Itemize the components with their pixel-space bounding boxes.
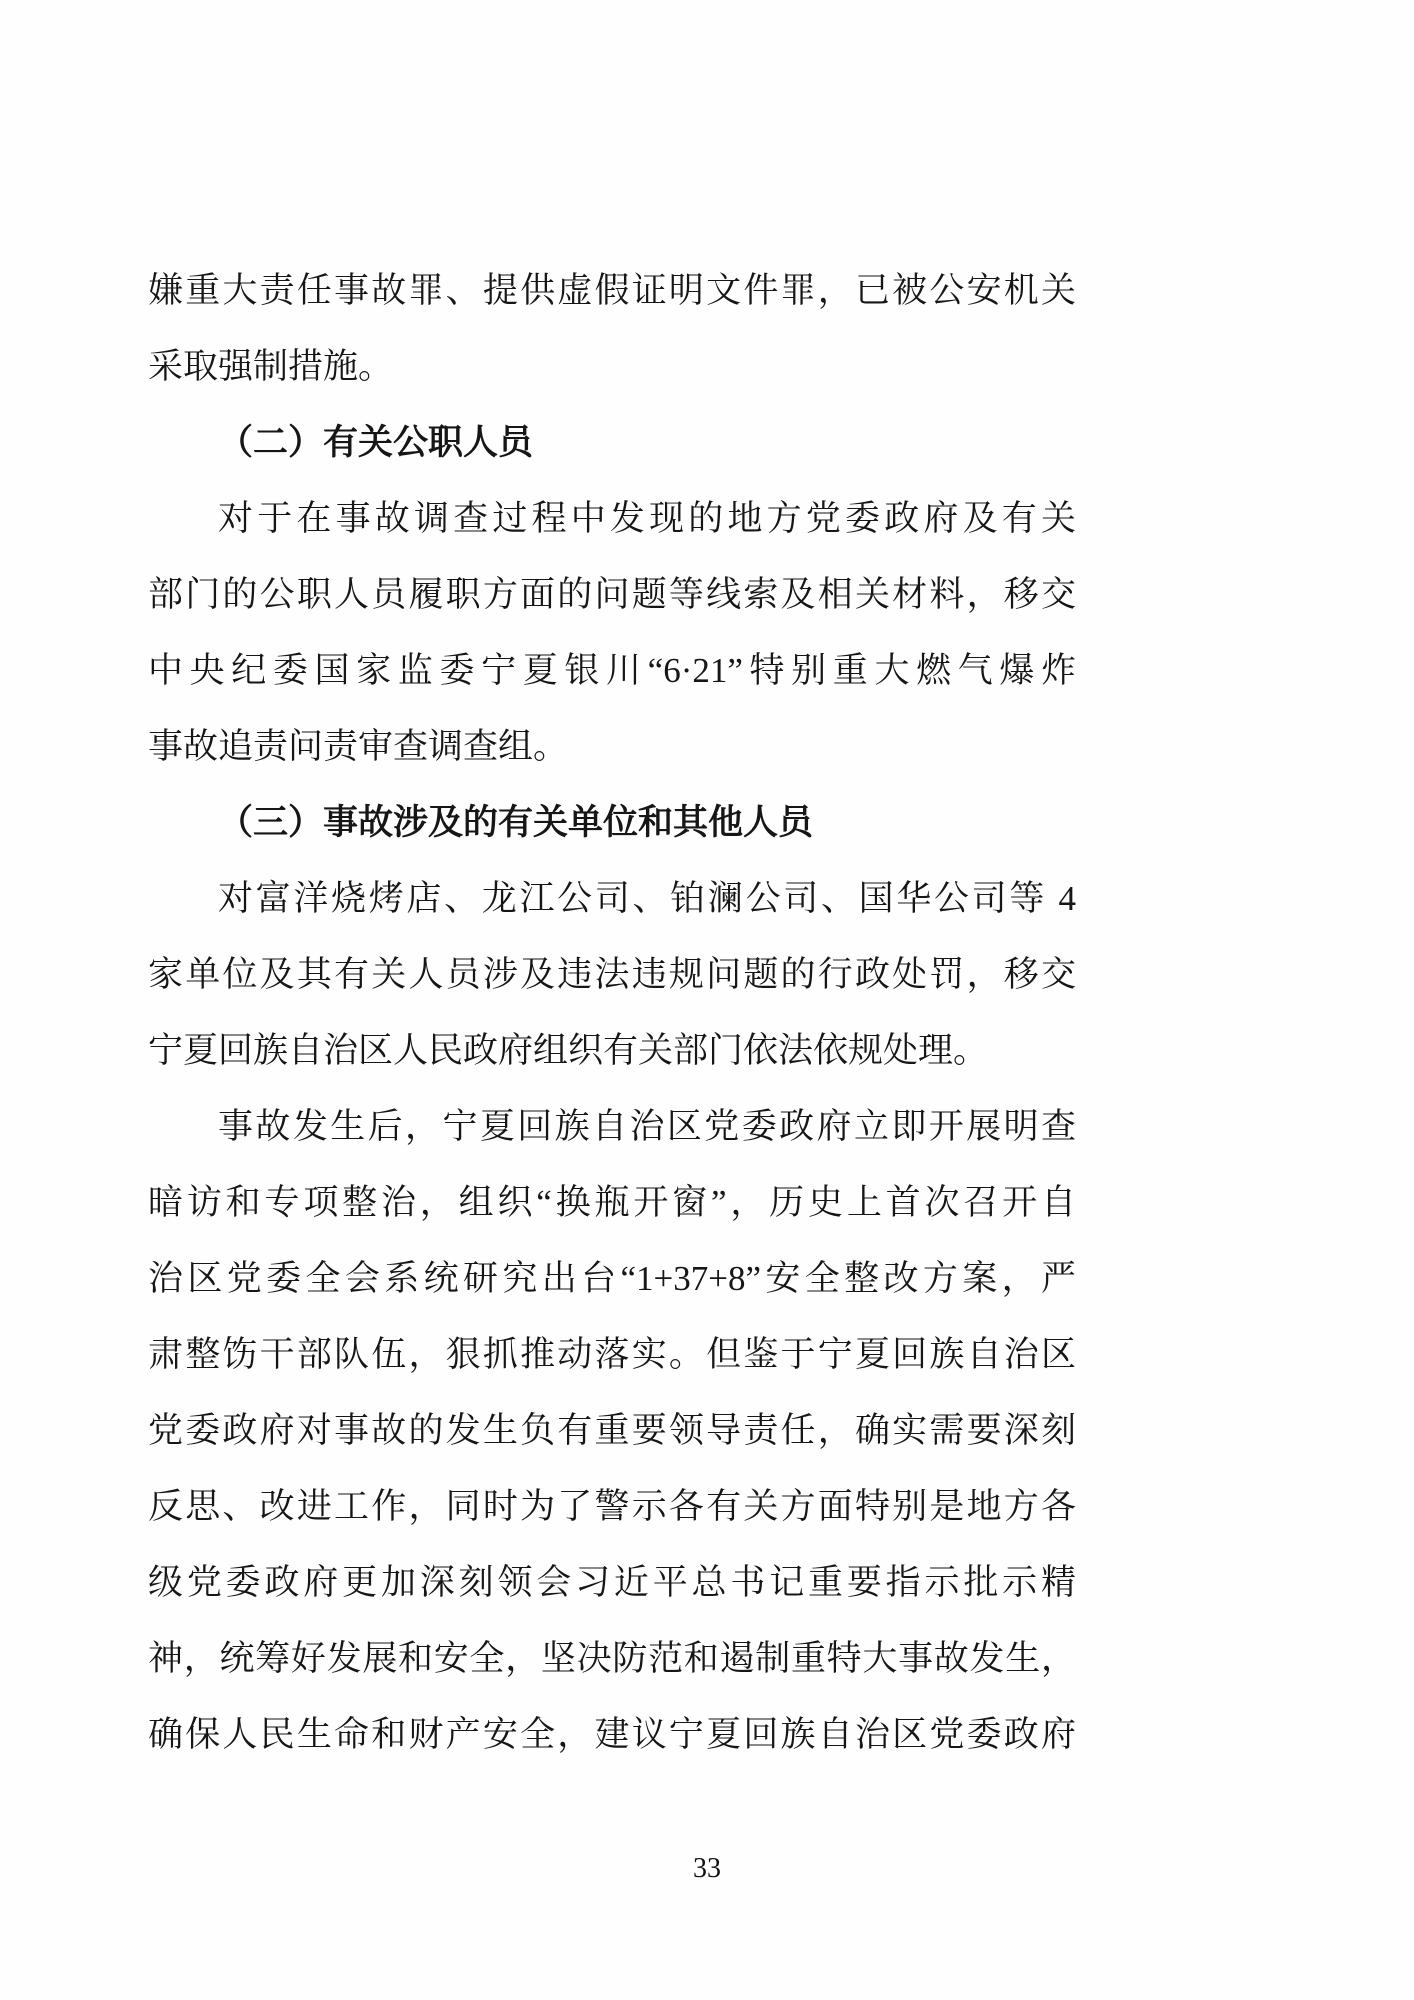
text-line: 治区党委全会系统研究出台“1+37+8”安全整改方案，严 <box>148 1259 1076 1298</box>
page-number: 33 <box>693 1853 721 1884</box>
text-line: 嫌重大责任事故罪、提供虚假证明文件罪，已被公安机关 <box>148 271 1076 310</box>
text-line: 神，统筹好发展和安全，坚决防范和遏制重特大事故发生， <box>148 1639 1076 1678</box>
section-heading: （三）事故涉及的有关单位和其他人员 <box>218 803 814 842</box>
text-line: 暗访和专项整治，组织“换瓶开窗”，历史上首次召开自 <box>148 1183 1076 1222</box>
text-line: 采取强制措施。 <box>148 347 394 386</box>
text-line: 部门的公职人员履职方面的问题等线索及相关材料，移交 <box>148 575 1076 614</box>
text-line: 事故追责问责审查调查组。 <box>148 727 569 766</box>
text-line: 肃整饬干部队伍，狠抓推动落实。但鉴于宁夏回族自治区 <box>148 1335 1076 1374</box>
text-line: 确保人民生命和财产安全，建议宁夏回族自治区党委政府 <box>148 1715 1076 1754</box>
text-line: 中央纪委国家监委宁夏银川“6·21”特别重大燃气爆炸 <box>148 651 1076 690</box>
page-body <box>148 253 1076 1773</box>
text-line: 党委政府对事故的发生负有重要领导责任，确实需要深刻 <box>148 1411 1076 1450</box>
text-line: 对富洋烧烤店、龙江公司、铂澜公司、国华公司等 4 <box>218 879 1076 918</box>
text-line: 家单位及其有关人员涉及违法违规问题的行政处罚，移交 <box>148 955 1076 994</box>
text-line: 级党委政府更加深刻领会习近平总书记重要指示批示精 <box>148 1563 1076 1602</box>
text-line: 宁夏回族自治区人民政府组织有关部门依法依规处理。 <box>148 1031 989 1070</box>
text-line: 事故发生后，宁夏回族自治区党委政府立即开展明查 <box>218 1107 1076 1146</box>
section-heading: （二）有关公职人员 <box>218 423 534 462</box>
text-line: 反思、改进工作，同时为了警示各有关方面特别是地方各 <box>148 1487 1076 1526</box>
page-footer <box>0 1852 1414 1886</box>
text-line: 对于在事故调查过程中发现的地方党委政府及有关 <box>218 499 1076 538</box>
